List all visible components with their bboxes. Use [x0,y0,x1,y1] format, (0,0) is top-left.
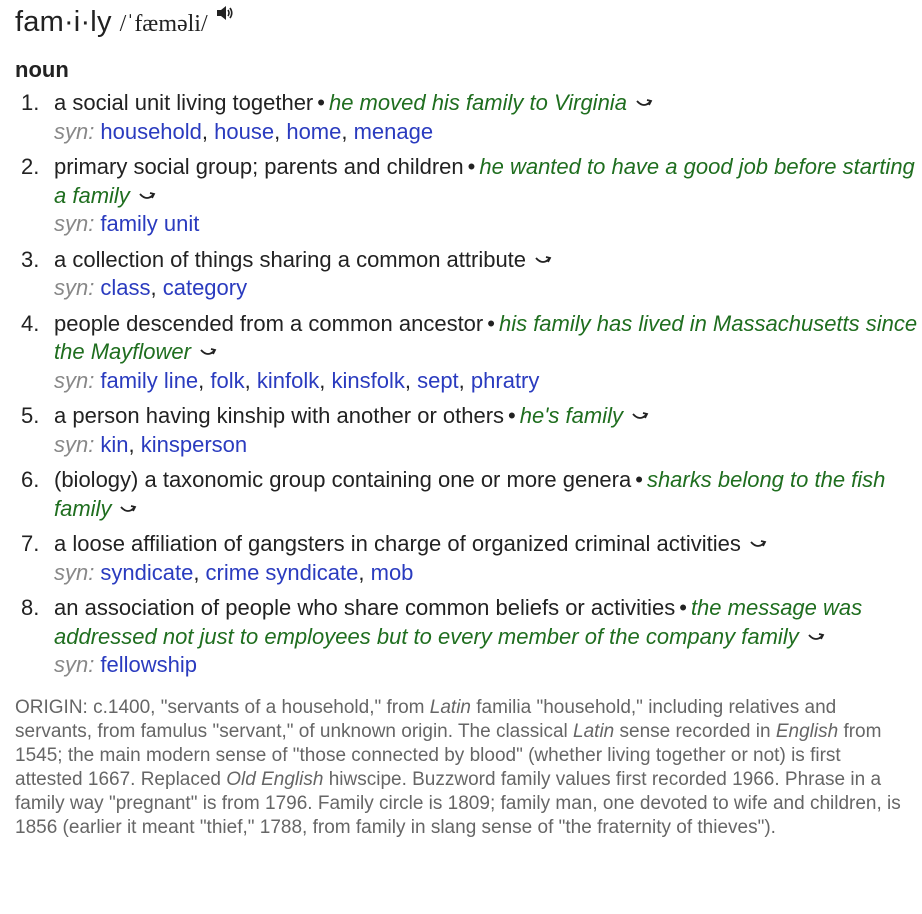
sense-item [15,594,922,680]
sense-number: 3. [21,246,40,272]
swap-arrow-icon[interactable] [199,346,217,360]
sense-item [15,466,922,523]
synonym-link[interactable]: kinsfolk [331,367,405,393]
sense-number: 6. [21,467,40,492]
synonyms-line [54,651,922,680]
sense-definition: an association of people who share common beliefs or activities [54,595,676,620]
swap-arrow-icon[interactable] [631,410,649,424]
synonyms-line [54,210,922,239]
sense-example: he moved his family to Virginia [328,90,627,115]
sense-number: 7. [21,531,40,556]
syn-label: syn: [54,367,95,393]
synonym-separator: , [274,118,287,144]
sense-item [15,402,922,459]
origin-part: familia "household," including relatives and servants, from famulus "servant," of unknown origin. The classical [15,696,837,742]
synonym-link[interactable]: class [100,275,151,300]
synonym-separator: , [341,118,354,144]
sense-item [15,89,922,146]
sense-number: 2. [21,154,40,179]
headword: fam·i·ly [15,6,112,38]
sense-number: 8. [21,595,40,620]
origin-part: hiwscipe. Buzzword family values first recorded 1966. Phrase in a family way "pregnant" is from 1796. Family circle is 1809; family man, one devoted to wife and children, is 1856 (earlier it meant "thief," 1788, from family in slang sense of "the fraternity of thieves"). [15,768,901,838]
synonym-link[interactable]: kinfolk [256,367,320,393]
swap-arrow-icon[interactable] [534,254,552,268]
synonym-link[interactable]: syndicate [100,559,194,585]
part-of-speech: noun [15,57,69,82]
sense-example: he wanted to have a good job before starting a family [54,154,915,208]
sense-definition: (biology) a taxonomic group containing one or more genera [54,467,632,492]
headword-line [15,6,922,40]
synonym-separator: , [404,367,418,393]
synonym-separator: , [458,367,471,393]
origin-italic: English [775,720,839,742]
sense-item [15,246,922,303]
synonym-link[interactable]: menage [353,118,434,144]
sense-definition: a loose affiliation of gangsters in charge of organized criminal activities [54,531,741,556]
synonym-separator: , [193,559,206,585]
synonym-link[interactable]: folk [210,367,245,393]
swap-arrow-icon[interactable] [138,190,156,204]
origin-italic: Old English [226,768,324,790]
synonym-link[interactable]: fellowship [100,652,197,677]
sense-example: his family has lived in Massachusetts since the Mayflower [54,310,918,364]
synonyms-line [54,431,922,460]
bullet-separator: • [467,154,476,179]
speaker-icon[interactable] [216,5,234,21]
bullet-separator: • [635,467,643,492]
bullet-separator: • [487,310,495,336]
sense-definition: a collection of things sharing a common attribute [54,246,527,272]
syn-label: syn: [54,559,95,585]
sense-number: 4. [21,310,40,336]
sense-example: he's family [519,403,623,428]
synonym-link[interactable]: mob [370,559,414,585]
synonym-separator: , [128,431,141,457]
origin-part: from 1545; the main modern sense of "those connected by blood" (whether living together or not) is first attested 1667. Replaced [15,720,882,790]
syn-label: syn: [54,211,95,236]
synonym-separator: , [358,559,371,585]
syn-label: syn: [54,275,95,300]
sense-item [15,153,922,239]
synonyms-line [54,118,922,147]
synonyms-line [54,367,922,396]
origin-italic: Latin [573,720,615,742]
sense-definition: a person having kinship with another or others [54,403,505,428]
synonyms-line [54,274,922,303]
synonym-separator: , [201,118,215,144]
synonym-link[interactable]: category [162,275,248,300]
synonym-link[interactable]: family unit [100,211,200,236]
bullet-separator: • [508,403,516,428]
synonym-link[interactable]: family line [100,367,199,393]
synonym-link[interactable]: household [100,118,202,144]
origin-part: ORIGIN: c.1400, "servants of a household," from [15,696,430,718]
sense-definition: people descended from a common ancestor [54,310,484,336]
sense-example: sharks belong to the fish family [54,467,886,521]
sense-item [15,530,922,587]
bullet-separator: • [679,595,687,620]
swap-arrow-icon[interactable] [635,97,653,111]
swap-arrow-icon[interactable] [749,538,767,552]
bullet-separator: • [317,90,325,115]
synonym-link[interactable]: kin [100,431,129,457]
sense-item [15,310,922,396]
synonym-link[interactable]: crime syndicate [205,559,359,585]
synonym-link[interactable]: phratry [470,367,540,393]
synonym-separator: , [198,367,211,393]
synonym-separator: , [244,367,257,393]
sense-definition: primary social group; parents and children [54,154,464,179]
origin-part: sense recorded in [614,720,776,742]
swap-arrow-icon[interactable] [119,503,137,517]
origin-text [15,696,915,840]
sense-number: 1. [21,90,40,115]
sense-example: the message was addressed not just to employees but to every member of the company family [54,595,863,649]
synonyms-line [54,559,922,588]
syn-label: syn: [54,652,95,677]
synonym-separator: , [150,275,163,300]
syn-label: syn: [54,118,95,144]
senses-list [15,89,922,680]
synonym-separator: , [319,367,332,393]
sense-number: 5. [21,403,40,428]
swap-arrow-icon[interactable] [807,631,825,645]
synonym-link[interactable]: home [286,118,342,144]
sense-definition: a social unit living together [54,90,314,115]
synonym-link[interactable]: house [214,118,275,144]
syn-label: syn: [54,431,95,457]
synonym-link[interactable]: sept [417,367,459,393]
origin-italic: Latin [429,696,471,718]
synonym-link[interactable]: kinsperson [140,431,248,457]
pronunciation: /ˈfæməli/ [119,11,208,37]
